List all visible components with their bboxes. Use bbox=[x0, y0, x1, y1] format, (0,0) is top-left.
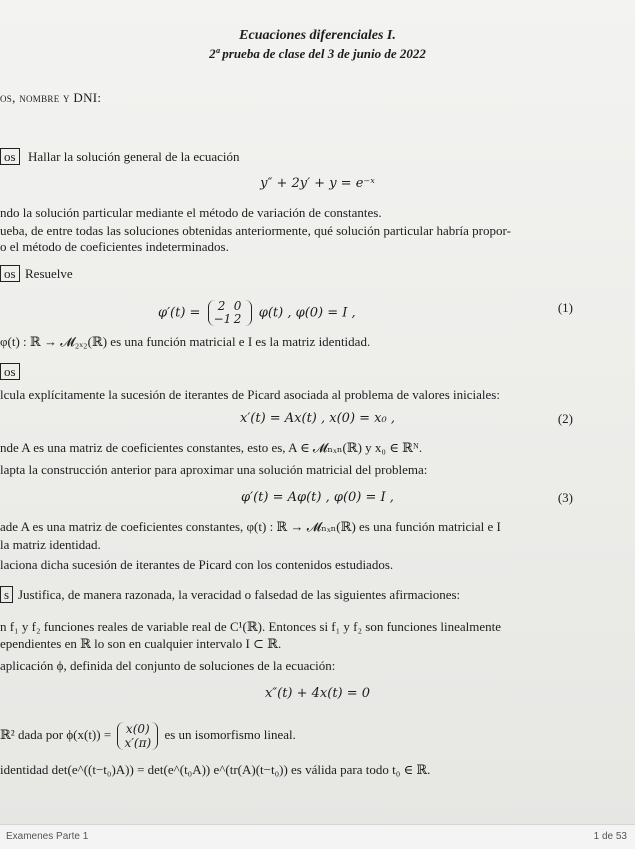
problem3-equation2: x′(t) = Ax(t) , x(0) = x₀ , bbox=[239, 411, 395, 426]
problem3-note3-line1: ade A es una matriz de coeficientes constantes, φ(t) : ℝ → 𝓜ₙₓₙ(ℝ) es una función matricial e I bbox=[0, 519, 501, 534]
exam-title: Ecuaciones diferenciales I. bbox=[239, 28, 396, 43]
problem1-statement: Hallar la solución general de la ecuación bbox=[28, 149, 240, 164]
equation-number-2: (2) bbox=[557, 411, 573, 426]
problem4-item2-map bbox=[0, 722, 296, 750]
problem1-equation: y″ + 2y′ + y = e⁻ˣ bbox=[260, 176, 375, 191]
problem2-matrix bbox=[208, 300, 252, 326]
problem4-item1-line2: ependientes en ℝ lo son en cualquier intervalo I ⊂ ℝ. bbox=[0, 636, 282, 651]
problem3-note3-line2: la matriz identidad. bbox=[0, 537, 101, 552]
matrix-cell: −1 bbox=[213, 312, 232, 326]
name-field-label: os, nombre y DNI: bbox=[0, 90, 102, 105]
problem4-item2: aplicación ϕ, definida del conjunto de soluciones de la ecuación: bbox=[0, 658, 336, 673]
problem3-part-b: lapta la construcción anterior para aproximar una solución matricial del problema: bbox=[0, 462, 428, 477]
page-indicator: 1 de 53 bbox=[593, 831, 627, 842]
matrix-cell: 2 bbox=[233, 312, 242, 326]
viewer-footer bbox=[0, 824, 635, 849]
problem4-tag: s bbox=[0, 586, 13, 603]
problem4-item3: identidad det(e^((t−t₀)A)) = det(e^(t₀A)) e^(tr(A)(t−t₀)) es válida para todo t₀ ∈ ℝ. bbox=[0, 762, 431, 777]
problem1-part-a: ndo la solución particular mediante el método de variación de constantes. bbox=[0, 205, 382, 220]
problem4-map-left: ℝ² dada por ϕ(x(t)) = bbox=[0, 726, 112, 742]
matrix-cell: 0 bbox=[233, 299, 242, 313]
problem4-map-right: es un isomorfismo lineal. bbox=[164, 726, 296, 742]
problem4-vector bbox=[117, 722, 158, 750]
document-name: Examenes Parte 1 bbox=[6, 831, 89, 842]
problem3-note2: nde A es una matriz de coeficientes constantes, esto es, A ∈ 𝓜ₙₓₙ(ℝ) y x₀ ∈ ℝᴺ. bbox=[0, 440, 423, 455]
problem2-eq-right: φ(t) , φ(0) = I , bbox=[258, 305, 356, 321]
problem2-statement: Resuelve bbox=[25, 266, 73, 281]
problem4-statement: Justifica, de manera razonada, la veracidad o falsedad de las siguientes afirmaciones: bbox=[18, 587, 461, 602]
problem3-equation3: φ′(t) = Aφ(t) , φ(0) = I , bbox=[241, 490, 394, 505]
vector-entry: x′(π) bbox=[124, 736, 152, 750]
vector-entry: x(0) bbox=[125, 722, 150, 736]
problem3-part-c: laciona dicha sucesión de iterantes de Picard con los contenidos estudiados. bbox=[0, 557, 394, 572]
problem1-tag: os bbox=[0, 148, 20, 165]
problem3-tag: os bbox=[0, 363, 20, 380]
problem3-part-a: lcula explícitamente la sucesión de iterantes de Picard asociada al problema de valores iniciales: bbox=[0, 387, 500, 402]
problem2-tag: os bbox=[0, 265, 20, 282]
problem2-eq-left: φ′(t) = bbox=[158, 305, 201, 321]
problem4-item2-equation: x″(t) + 4x(t) = 0 bbox=[264, 686, 371, 701]
exam-subtitle: 2ª prueba de clase del 3 de junio de 2022 bbox=[209, 46, 426, 61]
equation-number-1: (1) bbox=[557, 300, 573, 315]
problem1-part-b-line1: ueba, de entre todas las soluciones obtenidas anteriormente, qué solución particular habría propor- bbox=[0, 223, 511, 238]
problem4-item1-line1: n f₁ y f₂ funciones reales de variable real de C¹(ℝ). Entonces si f₁ y f₂ son funciones linealmente bbox=[0, 619, 502, 634]
problem1-part-b-line2: o el método de coeficientes indeterminados. bbox=[0, 239, 229, 254]
problem2-equation bbox=[158, 300, 356, 326]
problem2-note: φ(t) : ℝ → 𝓜₂ₓ₂(ℝ) es una función matricial e I es la matriz identidad. bbox=[0, 334, 371, 349]
equation-number-3: (3) bbox=[557, 490, 573, 505]
matrix-cell: 2 bbox=[217, 299, 226, 313]
